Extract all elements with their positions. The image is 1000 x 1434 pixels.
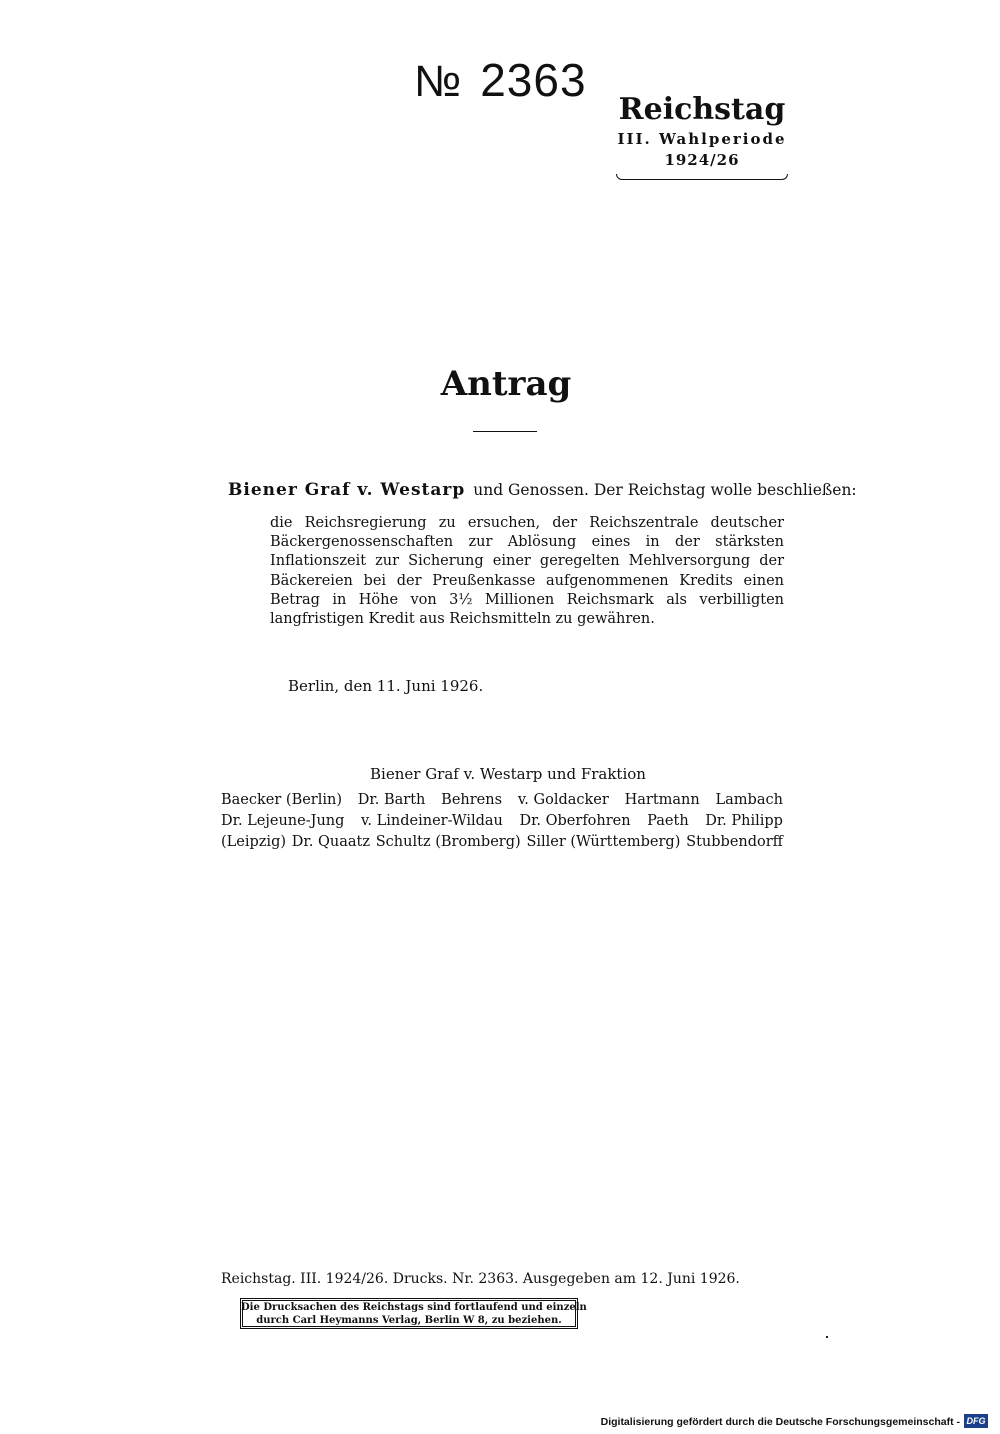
- title-divider: [473, 431, 537, 432]
- legislative-period: III. Wahlperiode: [617, 130, 787, 148]
- period-years: 1924/26: [664, 151, 740, 169]
- signatory: Dr. Quaatz: [291, 834, 370, 850]
- signatory: Paeth: [647, 813, 689, 829]
- signatory: v. Goldacker: [517, 792, 609, 808]
- distribution-notice: [240, 1298, 587, 1329]
- header-block: [606, 92, 798, 180]
- signatory: Behrens: [441, 792, 503, 808]
- signatory: v. Lindeiner-Wildau: [360, 813, 503, 829]
- signatory: Hartmann: [624, 792, 700, 808]
- stray-mark: [826, 1336, 828, 1338]
- intro-rest: und Genossen. Der Reichstag wolle beschließen:: [473, 481, 857, 499]
- print-info-line: Reichstag. III. 1924/26. Drucks. Nr. 2363. Ausgegeben am 12. Juni 1926.: [221, 1271, 740, 1287]
- number-value: 2363: [480, 54, 587, 106]
- signatory: Siller (Württemberg): [526, 834, 681, 850]
- notice-line-1: Die Drucksachen des Reichstags sind fortlaufend und einzeln: [241, 1302, 587, 1313]
- notice-line-2: durch Carl Heymanns Verlag, Berlin W 8, zu beziehen.: [256, 1315, 562, 1326]
- intro-line: [228, 478, 857, 502]
- document-number: [414, 52, 587, 110]
- document-title: Antrag: [440, 364, 572, 404]
- signatory: Dr. Philipp: [705, 813, 783, 829]
- signatory: Stubbendorff: [686, 834, 783, 850]
- signatory: Dr. Oberfohren: [519, 813, 631, 829]
- institution-name: Reichstag: [618, 92, 786, 127]
- dfg-logo: DFG: [964, 1414, 988, 1428]
- place-date: Berlin, den 11. Juni 1926.: [288, 677, 484, 695]
- motion-body: die Reichsregierung zu ersuchen, der Reichszentrale deutscher Bäckergenossenschaften zur Ablösung eines in der stärksten Inflationszeit zur Sicherung einer geregelten Mehlversorgung der Bäckereien bei der Preußenkasse aufgenommenen Kredits einen Betrag in Höhe von 3½ Millionen Reichsmark als verbilligten langfristigen Kredit aus Reichsmitteln zu gewähren.: [270, 515, 784, 628]
- signature-lead: Biener Graf v. Westarp und Fraktion: [370, 765, 646, 783]
- digitization-credit: Digitalisierung gefördert durch die Deutsche Forschungsgemeinschaft -: [600, 1416, 960, 1428]
- proposer-names: Biener Graf v. Westarp: [228, 480, 466, 500]
- signatory: Lambach: [715, 792, 783, 808]
- signature-line: [221, 810, 783, 832]
- signatory: (Leipzig): [221, 834, 287, 850]
- signature-line: [221, 831, 783, 853]
- signatory: Schultz (Bromberg): [375, 834, 521, 850]
- header-brace: [616, 174, 788, 180]
- signatory: Baecker (Berlin): [221, 792, 343, 808]
- signature-line: [221, 789, 783, 811]
- number-symbol: №: [414, 57, 463, 106]
- signatory: Dr. Lejeune-Jung: [221, 813, 345, 829]
- signatory: Dr. Barth: [357, 792, 426, 808]
